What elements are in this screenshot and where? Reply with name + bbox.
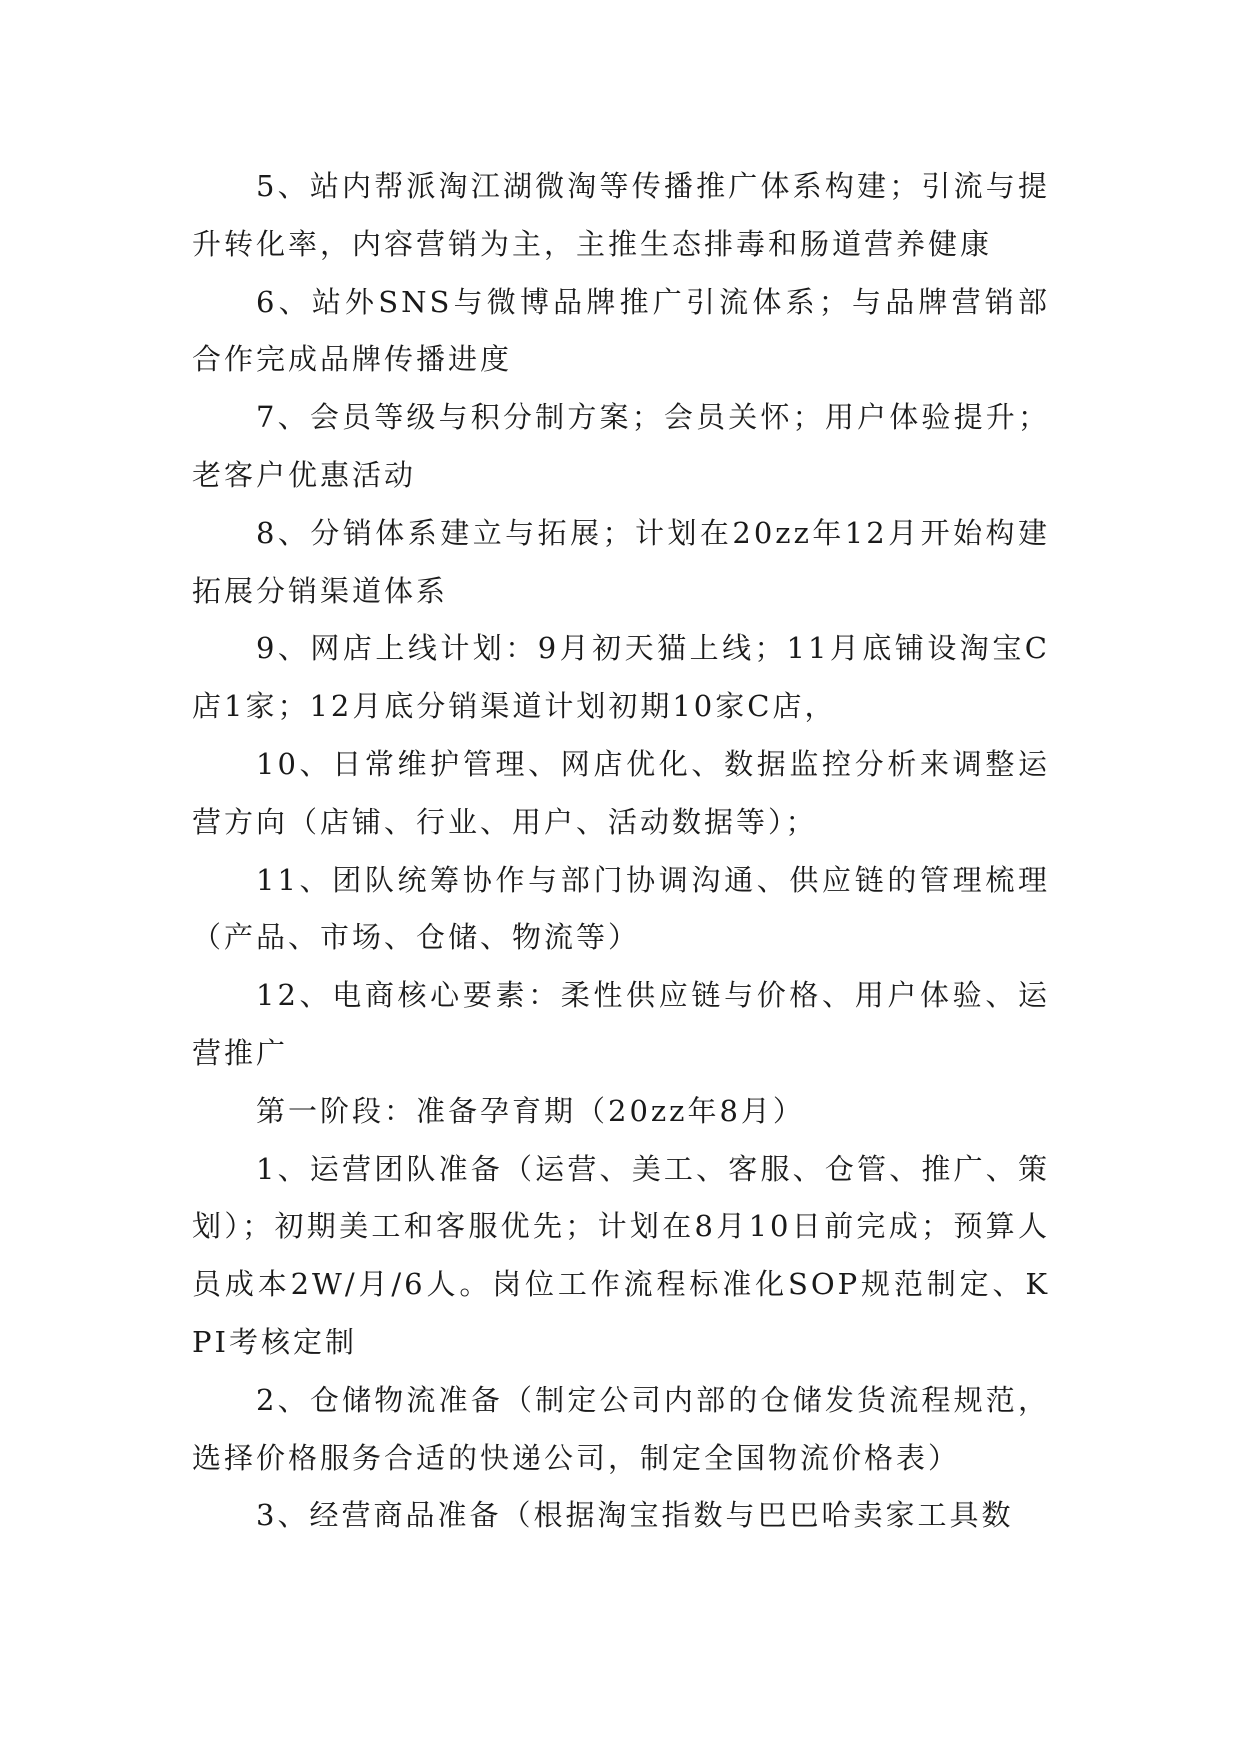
paragraph-item-5: 5、站内帮派淘江湖微淘等传播推广体系构建；引流与提升转化率，内容营销为主，主推生态排毒和肠道营养健康 bbox=[192, 169, 1050, 261]
paragraph-item-12: 12、电商核心要素：柔性供应链与价格、用户体验、运营推广 bbox=[192, 978, 1050, 1070]
document-body bbox=[192, 158, 1050, 1545]
paragraph-item-9: 9、网店上线计划：9月初天猫上线；11月底铺设淘宝C店1家；12月底分销渠道计划初期10家C店， bbox=[192, 631, 1050, 724]
section-heading-stage-one: 第一阶段：准备孕育期（20zz年8月） bbox=[256, 1093, 805, 1128]
paragraph-item-1: 1、运营团队准备（运营、美工、客服、仓管、推广、策划）；初期美工和客服优先；计划在8月10日前完成；预算人员成本2W/月/6人。岗位工作流程标准化SOP规范制定、KPI考核定制 bbox=[192, 1151, 1050, 1359]
paragraph-item-3: 3、经营商品准备（根据淘宝指数与巴巴哈卖家工具数 bbox=[256, 1498, 1014, 1533]
paragraph-item-10: 10、日常维护管理、网店优化、数据监控分析来调整运营方向（店铺、行业、用户、活动数据等）； bbox=[192, 746, 1050, 839]
paragraph-item-6: 6、站外SNS与微博品牌推广引流体系；与品牌营销部合作完成品牌传播进度 bbox=[192, 284, 1050, 377]
paragraph-item-2: 2、仓储物流准备（制定公司内部的仓储发货流程规范，选择价格服务合适的快递公司，制定全国物流价格表） bbox=[192, 1382, 1050, 1475]
paragraph-item-8: 8、分销体系建立与拓展；计划在20zz年12月开始构建拓展分销渠道体系 bbox=[192, 515, 1050, 608]
paragraph-item-7: 7、会员等级与积分制方案；会员关怀；用户体验提升；老客户优惠活动 bbox=[192, 400, 1050, 492]
paragraph-item-11: 11、团队统筹协作与部门协调沟通、供应链的管理梳理（产品、市场、仓储、物流等） bbox=[192, 862, 1050, 955]
